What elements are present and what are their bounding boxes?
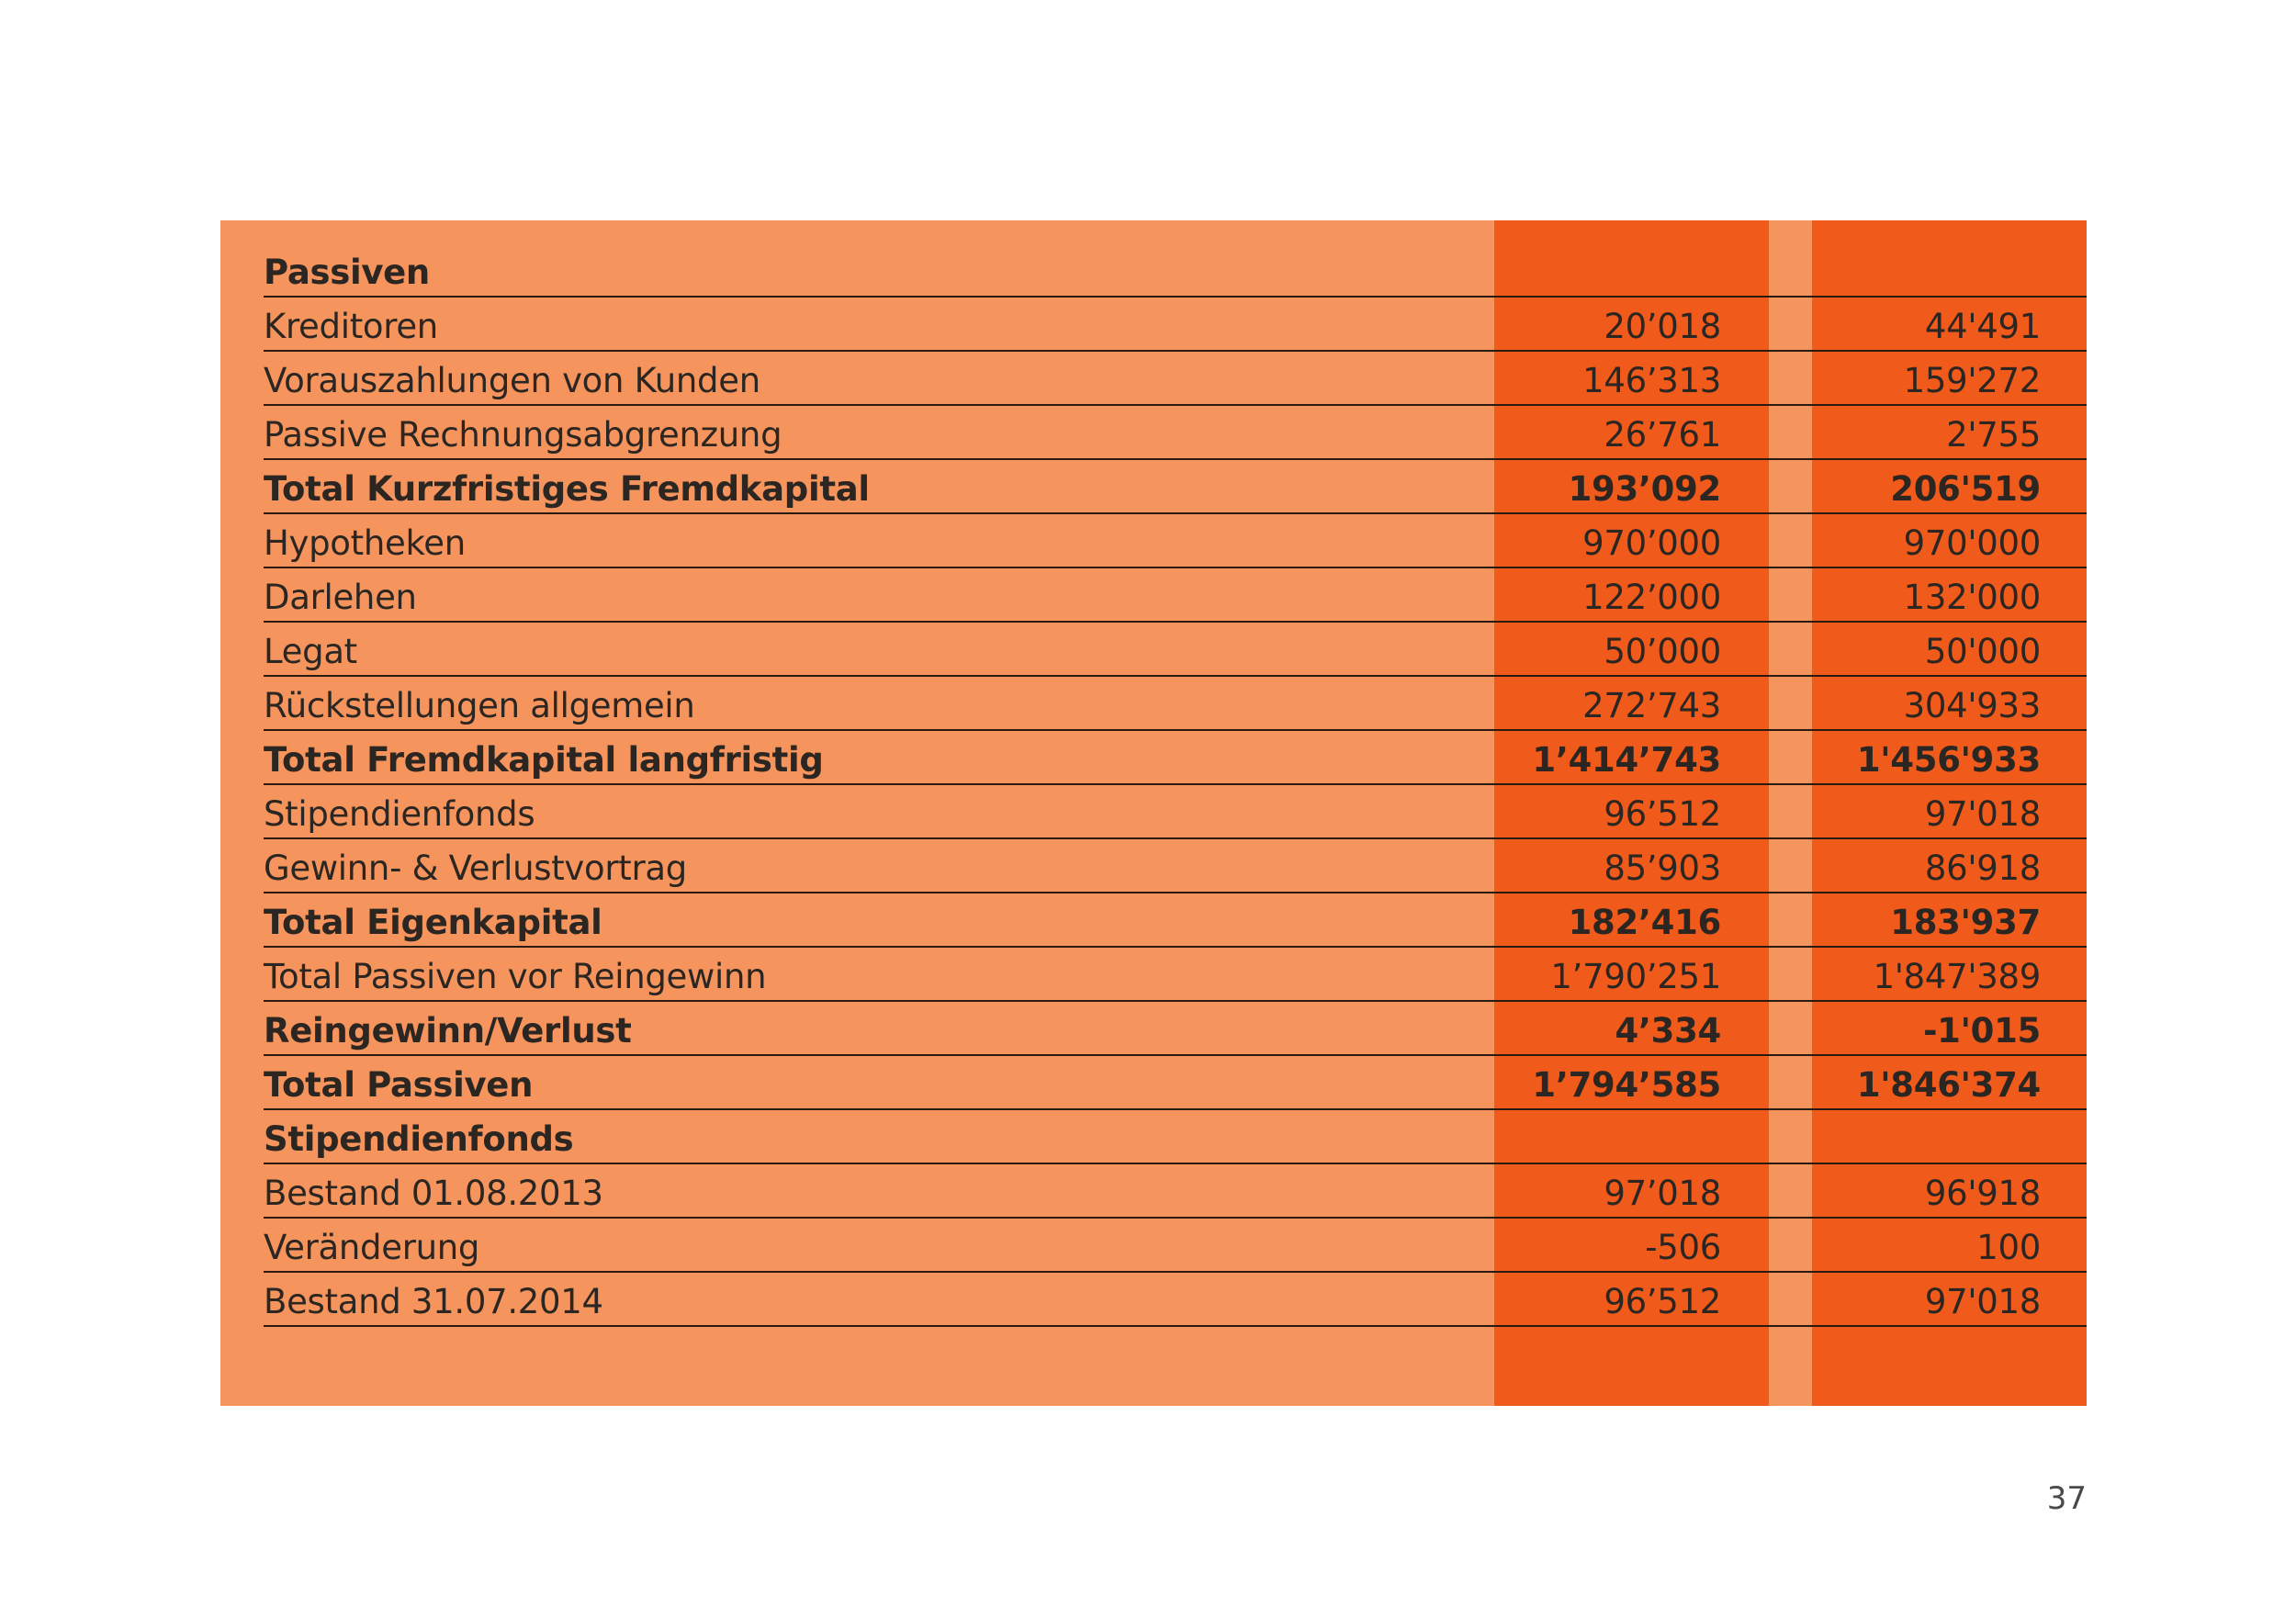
- row-value-current: 182’416: [1568, 903, 1721, 942]
- row-value-current: 97’018: [1604, 1174, 1721, 1213]
- row-value-previous: 86'918: [1924, 848, 2041, 888]
- table-row: [264, 1056, 2087, 1110]
- row-label: Total Eigenkapital: [264, 903, 602, 942]
- table-row: [264, 243, 2087, 298]
- row-value-current: 96’512: [1604, 794, 1721, 834]
- row-value-previous: 183'937: [1890, 903, 2041, 942]
- table-row: [264, 568, 2087, 623]
- row-value-current: 1’790’251: [1550, 957, 1721, 996]
- row-value-current: 1’794’585: [1532, 1065, 1721, 1105]
- table-row: [264, 1164, 2087, 1219]
- row-value-previous: 1'846'374: [1856, 1065, 2041, 1105]
- row-label: Gewinn- & Verlustvortrag: [264, 848, 687, 888]
- row-label: Bestand 01.08.2013: [264, 1174, 603, 1213]
- row-value-previous: -1'015: [1923, 1011, 2041, 1051]
- row-value-current: 50’000: [1604, 632, 1721, 671]
- row-value-previous: 1'456'933: [1856, 740, 2041, 780]
- table-row: [264, 893, 2087, 948]
- table-row: [264, 1110, 2087, 1164]
- row-value-current: -506: [1645, 1228, 1721, 1267]
- page-number: 37: [2046, 1480, 2087, 1517]
- row-label: Hypotheken: [264, 523, 466, 563]
- row-value-previous: 2'755: [1946, 415, 2041, 455]
- row-label: Total Passiven vor Reingewinn: [264, 957, 767, 996]
- table-row: [264, 677, 2087, 731]
- row-label: Total Passiven: [264, 1065, 534, 1105]
- row-label: Total Fremdkapital langfristig: [264, 740, 824, 780]
- table-row: [264, 839, 2087, 893]
- table-row: [264, 785, 2087, 839]
- row-value-previous: 44'491: [1924, 307, 2041, 346]
- row-label: Passiven: [264, 253, 430, 292]
- table-row: [264, 623, 2087, 677]
- row-value-previous: 132'000: [1903, 578, 2041, 617]
- row-value-previous: 97'018: [1924, 1282, 2041, 1321]
- row-label: Darlehen: [264, 578, 417, 617]
- table-row: [264, 731, 2087, 785]
- row-value-current: 122’000: [1582, 578, 1721, 617]
- row-value-current: 1’414’743: [1532, 740, 1721, 780]
- row-value-previous: 206'519: [1890, 469, 2041, 509]
- row-label: Veränderung: [264, 1228, 480, 1267]
- table-row: [264, 460, 2087, 514]
- row-value-previous: 304'933: [1903, 686, 2041, 725]
- table-row: [264, 1219, 2087, 1273]
- table-row: [264, 948, 2087, 1002]
- table-row: [264, 352, 2087, 406]
- row-value-previous: 50'000: [1924, 632, 2041, 671]
- row-value-current: 146’313: [1582, 361, 1721, 400]
- row-value-previous: 1'847'389: [1873, 957, 2041, 996]
- row-label: Legat: [264, 632, 357, 671]
- row-value-current: 85’903: [1604, 848, 1721, 888]
- row-value-current: 970’000: [1582, 523, 1721, 563]
- row-value-current: 96’512: [1604, 1282, 1721, 1321]
- row-label: Stipendienfonds: [264, 794, 535, 834]
- row-value-previous: 970'000: [1903, 523, 2041, 563]
- row-value-current: 193’092: [1568, 469, 1721, 509]
- balance-sheet-panel: [220, 220, 2087, 1406]
- table-row: [264, 406, 2087, 460]
- row-value-previous: 159'272: [1903, 361, 2041, 400]
- table-row: [264, 1273, 2087, 1327]
- row-value-previous: 100: [1976, 1228, 2041, 1267]
- balance-sheet-table: [264, 243, 2087, 1327]
- row-value-previous: 97'018: [1924, 794, 2041, 834]
- row-value-current: 26’761: [1604, 415, 1721, 455]
- row-label: Kreditoren: [264, 307, 438, 346]
- row-label: Stipendienfonds: [264, 1119, 574, 1159]
- row-value-previous: 96'918: [1924, 1174, 2041, 1213]
- row-label: Total Kurzfristiges Fremdkapital: [264, 469, 870, 509]
- row-value-current: 272’743: [1582, 686, 1721, 725]
- row-label: Passive Rechnungsabgrenzung: [264, 415, 782, 455]
- row-label: Reingewinn/Verlust: [264, 1011, 632, 1051]
- table-row: [264, 1002, 2087, 1056]
- row-label: Rückstellungen allgemein: [264, 686, 695, 725]
- row-value-current: 4’334: [1615, 1011, 1721, 1051]
- table-row: [264, 298, 2087, 352]
- row-value-current: 20’018: [1604, 307, 1721, 346]
- row-label: Vorauszahlungen von Kunden: [264, 361, 760, 400]
- row-label: Bestand 31.07.2014: [264, 1282, 603, 1321]
- table-row: [264, 514, 2087, 568]
